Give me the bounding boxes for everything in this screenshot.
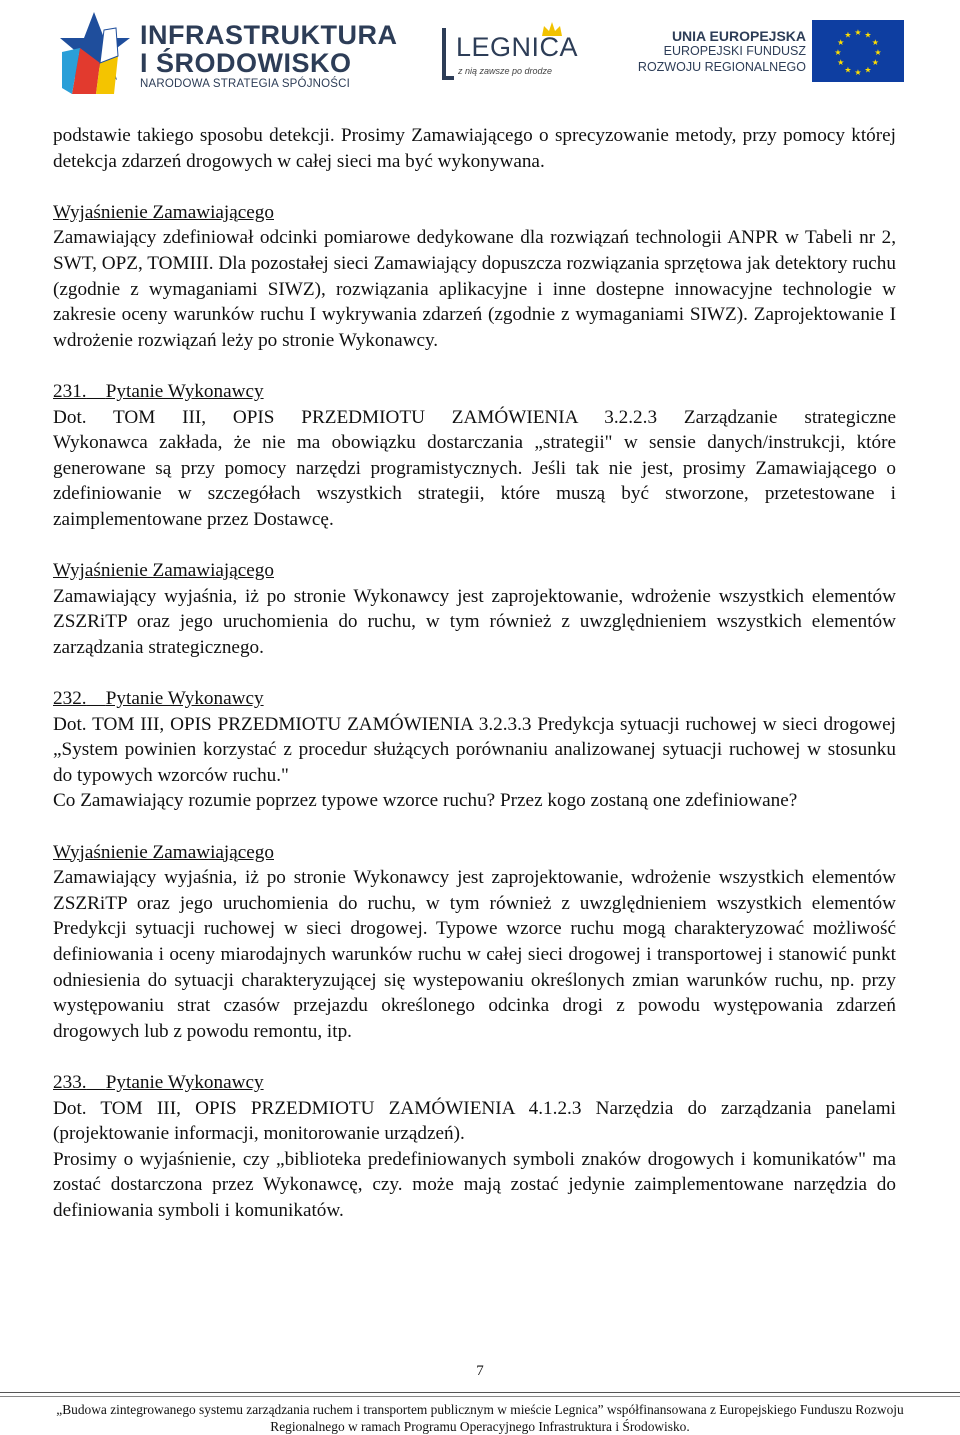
question-233-reference: Dot. TOM III, OPIS PRZEDMIOTU ZAMÓWIENIA 4.1.2.3 Narzędzia do zarządzania panelami (projektowanie informacji, monitorowanie urządzeń).	[53, 1097, 896, 1145]
question-231-reference: Dot. TOM III, OPIS PRZEDMIOTU ZAMÓWIENIA 3.2.2.3 Zarządzanie strategiczne	[53, 406, 896, 428]
logo-left-line1: INFRASTRUKTURA	[140, 20, 398, 50]
question-231-label: Pytanie Wykonawcy	[105, 380, 264, 402]
svg-text:★: ★	[837, 58, 845, 67]
logo-right-line2: EUROPEJSKI FUNDUSZ	[663, 44, 806, 58]
svg-text:★: ★	[854, 68, 862, 77]
question-232-number: 232.	[53, 688, 87, 710]
question-232-label: Pytanie Wykonawcy	[105, 688, 264, 710]
svg-text:★: ★	[854, 28, 862, 37]
legnica-logo	[440, 18, 579, 84]
question-231-heading	[53, 379, 896, 405]
question-231-text: Wykonawca zakłada, że nie ma obowiązku dostarczania „strategii" w sensie danych/instrukcji, które generowane są przy pomocy narzędzi programistycznych. Jeśli tak nie jest, prosimy Zamawiającego o zdefiniowanie w szczegółach wszystkich strategii, które muszą być stworzone, przetestowane i zaimplementowane przez Dostawcę.	[53, 432, 896, 530]
answer-231-text: Zamawiający wyjaśnia, iż po stronie Wykonawcy jest zaprojektowanie, wdrożenie wszystkich elementów ZSZRiTP oraz jego uruchomienia do ruchu, w tym również z uwzględnieniem wszystkich elementów zarządzania strategicznego.	[53, 585, 896, 658]
question-232-heading	[53, 686, 896, 712]
page-number: 7	[476, 1363, 484, 1379]
svg-text:★: ★	[837, 38, 845, 47]
eu-logo	[637, 20, 910, 84]
logo-left-line2: I ŚRODOWISKO	[140, 48, 352, 78]
question-232-reference: Dot. TOM III, OPIS PRZEDMIOTU ZAMÓWIENIA 3.2.3.3 Predykcja sytuacji ruchowej w sieci drogowej „System powinien korzystać z procedur służących porównaniu analizowanej sytuacji ruchowej w stosunku do typowych wzorców ruchu."	[53, 713, 896, 786]
footer-divider-thin	[0, 1396, 960, 1397]
footer-line2: Regionalnego w ramach Programu Operacyjnego Infrastruktura i Środowisko.	[270, 1419, 690, 1434]
answer-230-text: Zamawiający zdefiniował odcinki pomiarowe dedykowane dla rozwiązań technologii ANPR w Tabeli nr 2, SWT, OPZ, TOMIII. Dla pozostałej sieci Zamawiający dopuszcza rozwiązania sprzętowa jak detektory ruchu (zgodnie z wymaganiami SIWZ), rozwiązania aplikacyjne i inne dostepne innowacyjne technologie w zakresie oceny warunków ruchu I wykrywania zdarzeń (zgodnie z wymaganiami SIWZ). Zaprojektowanie I wdrożenie rozwiązań leży po stronie Wykonawcy.	[53, 227, 896, 351]
svg-text:★: ★	[844, 65, 852, 75]
logo-left-line3: NARODOWA STRATEGIA SPÓJNOŚCI	[140, 78, 351, 90]
svg-text:★: ★	[871, 58, 879, 67]
answer-230-heading: Wyjaśnienie Zamawiającego	[53, 201, 274, 223]
svg-text:★: ★	[864, 30, 872, 40]
answer-232-heading: Wyjaśnienie Zamawiającego	[53, 841, 274, 863]
eu-flag-icon	[812, 20, 904, 82]
infrastruktura-srodowisko-logo	[60, 2, 398, 98]
logo-right-line3: ROZWOJU REGIONALNEGO	[637, 60, 806, 74]
question-233-label: Pytanie Wykonawcy	[105, 1071, 264, 1093]
document-body	[53, 123, 896, 1224]
svg-text:★: ★	[834, 48, 842, 57]
svg-text:★: ★	[844, 30, 852, 40]
svg-text:★: ★	[874, 48, 882, 57]
svg-text:★: ★	[871, 38, 879, 47]
page-header	[0, 0, 960, 110]
question-233-number: 233.	[53, 1071, 87, 1093]
footer-divider	[0, 1392, 960, 1393]
question-233-text: Prosimy o wyjaśnienie, czy „biblioteka predefiniowanych symboli znaków drogowych i komunikatów" ma zostać dostarczona przez Wykonawcę, czy. może mają zostać jedynie zaimplementowane narzędzia do definiowania symboli i komunikatów.	[53, 1148, 896, 1221]
logo-center-name: LEGNICA	[456, 32, 579, 62]
legnica-bracket-icon	[440, 24, 456, 84]
answer-231-heading: Wyjaśnienie Zamawiającego	[53, 560, 274, 582]
question-231-number: 231.	[53, 380, 87, 402]
question-233-heading	[53, 1070, 896, 1096]
footer-line1: „Budowa zintegrowanego systemu zarządzania ruchem i transportem publicznym w mieście Legnica” współfinansowana z Europejskiego Funduszu Rozwoju	[56, 1402, 904, 1417]
logo-right-line1: UNIA EUROPEJSKA	[671, 28, 806, 44]
nss-star-logo-icon	[60, 8, 142, 96]
logo-center-tagline: z nią zawsze po drodze	[458, 66, 553, 76]
answer-232-text: Zamawiający wyjaśnia, iż po stronie Wykonawcy jest zaprojektowanie, wdrożenie wszystkich elementów ZSZRiTP oraz jego uruchomienia do ruchu, w tym również z uwzględnieniem wszystkich elementów Predykcji sytuacji ruchowej w sieci drogowej. Typowe wzorce ruchu mogą charakteryzować możliwość definiowania i oceny miarodajnych warunków ruchu w całej sieci drogowej i transportowej i stanowić punkt odniesienia do sytuacji charakteryzującej się wystepowaniu określonych zmian warunków ruchu, np. przy występowaniu strat czasów przejazdu określonego odcinka drogi z powodu występowania zdarzeń drogowych lub z powodu remontu, itp.	[53, 867, 896, 1042]
paragraph-continuation: podstawie takiego sposobu detekcji. Prosimy Zamawiającego o sprecyzowanie metody, przy pomocy której detekcja zdarzeń drogowych w całej sieci ma być wykonywana.	[53, 125, 896, 172]
svg-text:★: ★	[864, 65, 872, 75]
question-232-text: Co Zamawiający rozumie poprzez typowe wzorce ruchu? Przez kogo zostaną one zdefiniowane?	[53, 790, 798, 812]
page-footer	[0, 1401, 960, 1435]
